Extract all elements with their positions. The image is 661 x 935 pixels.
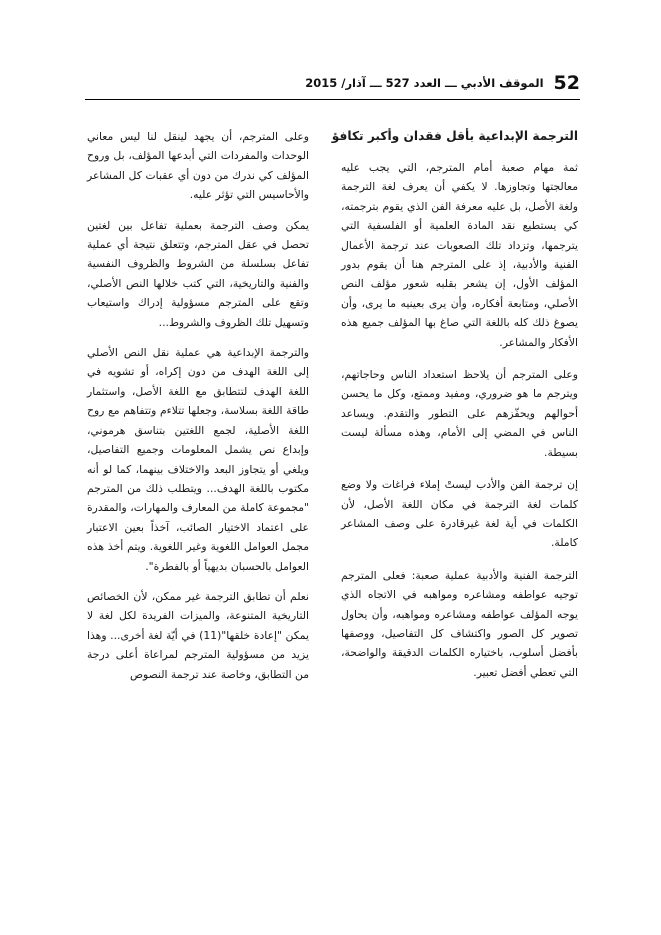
right-column (331, 127, 578, 682)
paragraph: وعلى المترجم أن يلاحظ استعداد الناس وحاجاتهم، ويترجم ما هو ضروري، ومفيد وممتع، وكل ما يحسن أحوالهم ويحفّزهم على التطور والتقدم. ويساعد الناس في المضي إلى الأمام، وهذه مسألة ليست بسيطة. (341, 368, 578, 459)
page-number: 52 (553, 72, 580, 94)
left-column (87, 127, 309, 684)
paragraph: والترجمة الإبداعية هي عملية نقل النص الأصلي إلى اللغة الهدف من دون إكراه، أو تشويه في اللغة الهدف لتتطابق مع اللغة الأصل، واستثمار طاقة اللغة بسلاسة، وجعلها تتلاءم وتتفاهم مع روح اللغة الأصلية، لجمع اللغتين بتناسق هرموني، وإبداع نص يشمل المعلومات وجميع التفاصيل، ويلغي أو يتجاوز البعد والاختلاف بينهما، كما لو أنه مكتوب باللغة الهدف... ويتطلب ذلك من المترجم "مجموعة كاملة من المعارف والمهارات، والمقدرة على اعتماد الاختيار الصائب، آخذاً بعين الاعتبار مجمل العوامل اللغوية وغير اللغوية. ويتم أخذ هذه العوامل بالحسبان بديهياً أو بالفطرة". (87, 346, 309, 573)
running-head: الموقف الأدبي ـــ العدد 527 ـــ آذار/ 2015 (305, 76, 544, 90)
paragraph: وعلى المترجم، أن يجهد لينقل لنا ليس معاني الوحدات والمفردات التي أبدعها المؤلف، بل وروح المؤلف كي ندرك من دون أي عقبات كل المشاعر والأحاسيس التي تؤثر عليه. (87, 130, 309, 202)
article-title: الترجمة الإبداعية بأقل فقدان وأكبر تكافؤ (331, 129, 578, 143)
paragraph: يمكن وصف الترجمة بعملية تفاعل بين لغتين تحصل في عقل المترجم، وتتعلق نتيجة أي عملية تفاعل بسلسلة من الشروط والظروف النفسية والفنية والتاريخية، التي كتب خلالها النص الأصلي، وتقع على المترجم مسؤولية إدراك واستيعاب وتسهيل تلك الظروف والشروط... (87, 218, 309, 329)
page-header (300, 72, 580, 94)
paragraph: نعلم أن تطابق الترجمة غير ممكن، لأن الخصائص التاريخية المتنوعة، والميزات الفريدة لكل لغة لا يمكن "إعادة خلقها"(11) في أيّة لغة أخرى... وهذا يزيد من مسؤولية المترجم لمراعاة أعلى درجة من التطابق، وخاصة عند ترجمة النصوص (87, 589, 309, 681)
paragraph: إن ترجمة الفن والأدب ليستْ إملاء فراغات ولا وضع كلمات لغة الترجمة في مكان اللغة الأصل، لأن الكلمات في أية لغة غيرقادرة على وصف المشاعر كاملة. (341, 478, 578, 550)
header-rule (85, 99, 580, 100)
paragraph: الترجمة الفنية والأدبية عملية صعبة: فعلى المترجم توجيه عواطفه ومشاعره ومواهبه في الاتجاه الذي يوجه المؤلف عواطفه ومشاعره ومواهبه، وأن يحاول تصوير كل الصور واكتشاف كل التفاصيل، ووصفها بأفضل أسلوب، باختياره الكلمات الدقيقة والواضحة، التي تعطي أفضل تعبير. (341, 568, 578, 679)
paragraph: ثمة مهام صعبة أمام المترجم، التي يجب عليه معالجتها وتجاوزها. لا يكفي أن يعرف لغة الترجمة ولغة الأصل، بل عليه معرفة الفن الذي يقوم بترجمته، كي يستطيع نقد المادة العلمية أو الفلسفية التي يترجمها، وتزداد تلك الصعوبات عند ترجمة الأعمال الفنية والأدبية، إذ على المترجم هنا أن يقوم بدور المؤلف الأول، إن يشعر بقلبه شعور مؤلف النص الأصلي، ومتابعة أفكاره، وأن يرى بعينيه ما يرى، وأن يصوغ ذلك كله باللغة التي صاغ بها المؤلف جميع هذه الأفكار والمشاعر. (341, 161, 578, 349)
